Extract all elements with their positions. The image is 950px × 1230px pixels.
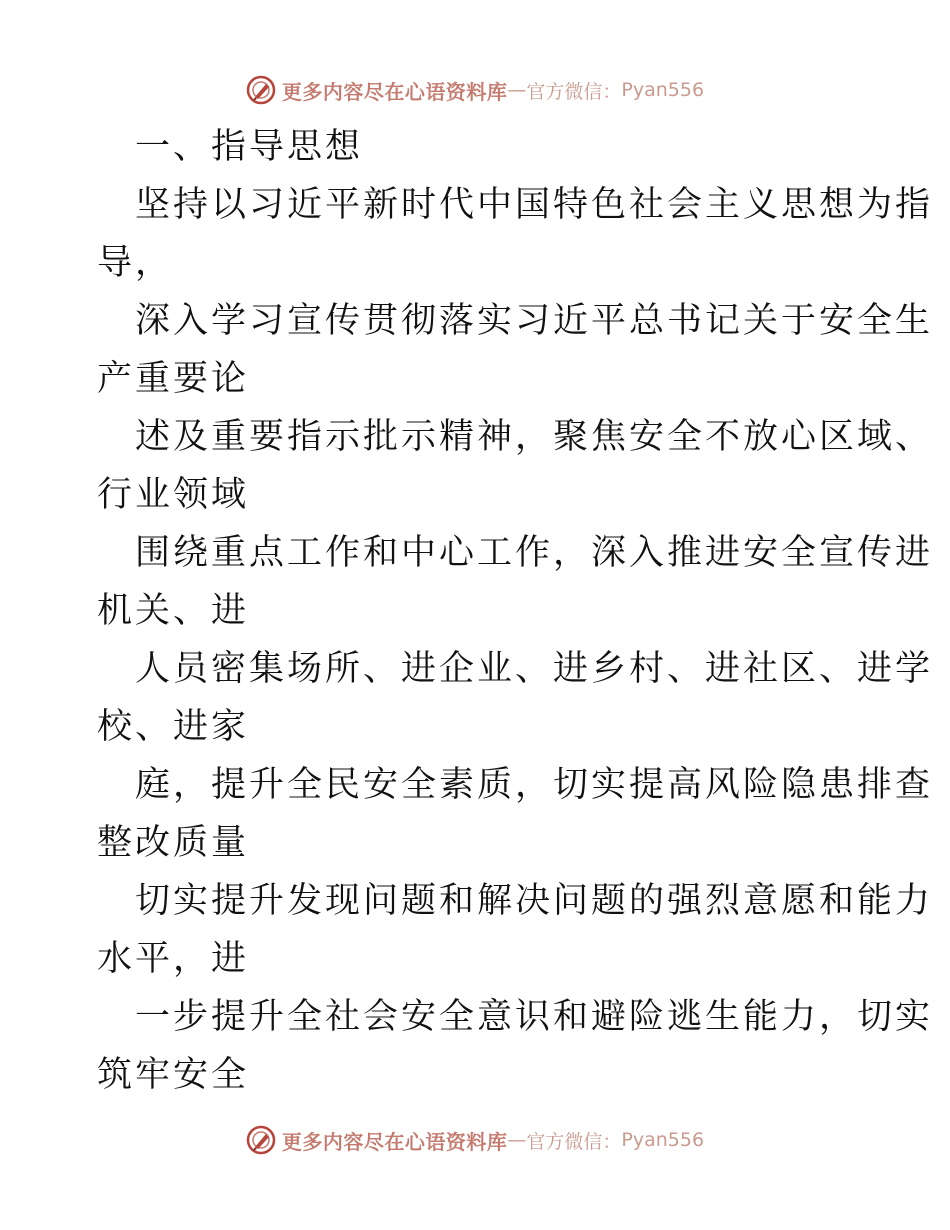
header-dash: — [507, 79, 527, 101]
header-contact-id: Pyan556 [621, 79, 705, 101]
pen-logo-icon [246, 1125, 276, 1155]
paragraph-line: 导， [97, 243, 174, 283]
paragraph-line: 深入学习宣传贯彻落实习近平总书记关于安全生 [135, 301, 934, 341]
footer-brand-text: 更多内容尽在心语资料库 [281, 1129, 508, 1154]
document-body [97, 118, 934, 1104]
paragraph-line: 围绕重点工作和中心工作，深入推进安全宣传进 [135, 533, 934, 573]
paragraph-line: 水平，进 [97, 939, 250, 979]
paragraph-line: 筑牢安全 [97, 1055, 250, 1095]
paragraph-line: 庭，提升全民安全素质，切实提高风险隐患排查 [135, 765, 934, 805]
footer-dash: — [507, 1129, 527, 1151]
paragraph-line: 述及重要指示批示精神，聚焦安全不放心区域、 [135, 417, 934, 457]
paragraph-line: 人员密集场所、进企业、进乡村、进社区、进学 [135, 649, 934, 689]
pen-logo-icon [246, 75, 276, 105]
header-banner [0, 72, 950, 108]
section-heading: 一、指导思想 [135, 127, 364, 167]
paragraph-line: 一步提升全社会安全意识和避险逃生能力，切实 [135, 997, 934, 1037]
header-contact-label: 官方微信： [526, 80, 622, 103]
paragraph-line: 行业领域 [97, 475, 250, 515]
paragraph-line: 校、进家 [97, 707, 250, 747]
header-brand-text: 更多内容尽在心语资料库 [281, 79, 508, 104]
paragraph-line: 产重要论 [97, 359, 250, 399]
footer-contact-label: 官方微信： [526, 1130, 622, 1153]
paragraph-line: 机关、进 [97, 591, 250, 631]
paragraph-line: 切实提升发现问题和解决问题的强烈意愿和能力 [135, 881, 934, 921]
footer-contact-id: Pyan556 [621, 1129, 705, 1151]
paragraph-line: 整改质量 [97, 823, 250, 863]
footer-banner [0, 1122, 950, 1158]
paragraph-line: 坚持以习近平新时代中国特色社会主义思想为指 [135, 185, 934, 225]
